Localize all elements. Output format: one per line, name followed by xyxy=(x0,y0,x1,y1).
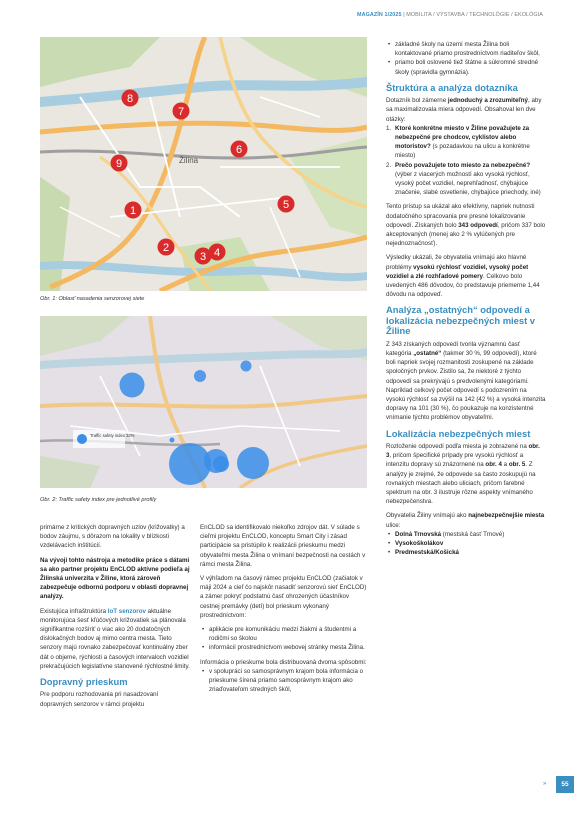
hotspot-marker-8[interactable] xyxy=(122,90,139,107)
safety-bubble-7 xyxy=(120,373,145,398)
list-item: • informácií prostredníctvom webovej stránky mesta Žilina. xyxy=(200,643,367,652)
figure-2-caption: Obr. 2: Traffic safety index pre jednotlivé profily xyxy=(40,497,157,503)
paragraph: Výsledky ukázali, že obyvatelia vnímajú ako hlavné problémy vysokú rýchlosť vozidiel, vysoký počet vozidiel a zlé rozhľadové pomery. Celkovo bolo uvedených 486 dôvodov, čo predstavuje priemerne 1,44 dôvodu na odpoveď. xyxy=(386,254,540,299)
paragraph: Dotazník bol zámerne jednoduchý a zrozumiteľný, aby sa maximalizovala miera odpovedí. Obsahoval len dve otázky: xyxy=(386,97,542,123)
paragraph: Pre podporu rozhodovania pri nasadzovaní dopravných senzorov v rámci projektu xyxy=(40,691,159,708)
svg-text:6: 6 xyxy=(235,144,243,156)
heading-localization: Lokalizácia nebezpečných miest xyxy=(386,427,531,439)
svg-text:5: 5 xyxy=(282,199,290,211)
text-column-3 xyxy=(386,40,546,557)
hotspot-marker-9[interactable] xyxy=(111,155,128,172)
list-item: • Predmestská/Košická xyxy=(386,548,546,557)
svg-text:3: 3 xyxy=(199,251,207,263)
list-item: • Dolná Trnovská (mestská časť Trnovė) xyxy=(386,530,546,539)
question-1: 1. Ktoré konkrétne miesto v Žiline považujete za nebezpečné pre chodcov, cyklistov alebo motoristov? (s pozadavkou na ulicu a konkrétne miesto) xyxy=(386,124,530,160)
heading-other-answers: Analýza „ostatných“ odpovedí a lokalizácia nebezpečných miest v Žiline xyxy=(386,304,536,337)
magazine-sections: | MOBILITA / VÝSTAVBA / TECHNOLÓGIE / EKOLÓGIA xyxy=(401,12,543,18)
paragraph: V výhľadom na časový rámec projektu EnCLOD (začiatok v máji 2024 a cieľ čo najskôr nasadiť senzorovú sieť EnCLOD) a zámer pokryť podstatnú časť ohrozených účastníkov cestnej premávky (detí) bol prieskum vykonaný prostredníctvom: xyxy=(200,575,367,619)
svg-text:2: 2 xyxy=(162,242,170,254)
hotspot-marker-2[interactable] xyxy=(158,239,175,256)
list-item: • v spolupráci so samosprávnym krajom bola informácia o prieskume šírená priamo samosprávnym krajom ako zriaďovateľom stredných škôl, xyxy=(200,667,367,695)
list-item: • základné školy na území mesta Žilina boli kontaktované priamo prostredníctvom riaditeľov škôl, xyxy=(386,40,546,58)
paragraph: Obyvatelia Žiliny vnímajú ako najnebezpečnejšie miesta ulice: xyxy=(386,512,545,529)
safety-bubble-5 xyxy=(194,370,206,382)
paragraph: Rozloženie odpovedí podľa miesta je zobrazené na obr. 3, pričom špecifické prípady pre vysokú rýchlosť a intenzitu dopravy sú znázornené na obr. 4 a obr. 5. Z analýzy je zrejmé, že odpovede sa často zoskupujú na rovnakých miestach alebo uliciach, pričom farebné spektrum na obr. 3 ilustruje rôzne aspekty vnímaného nebezpečenstva. xyxy=(386,442,540,506)
paragraph-iot: Existujúca infraštruktúra IoT senzorov aktuálne monitorujúca šesť kľúčových križovatiek sa plánovala signifikantne rozšíriť o viac ako 20 dodatočných dislokačných bodov aj mimo centra mesta. Tieto senzory majú rovnako zabezpečovať kontinuálny zber dát o objeme, rýchlosti a časových intervaloch vozidiel prekračujúcich legislatívne stanovené rýchlostné limity. xyxy=(40,607,190,670)
list-item: • Vysokoškolákov xyxy=(386,539,546,548)
paragraph: Informácia o prieskume bola distribuovaná dvoma spôsobmi: xyxy=(200,658,367,666)
hotspot-marker-4[interactable] xyxy=(209,244,226,261)
list-item: • priamo boli oslovené tiež štátne a súkromné stredné školy (spravidla gymnázia). xyxy=(386,58,546,76)
page-number: 55 xyxy=(556,776,574,793)
distribution-list xyxy=(200,667,367,695)
svg-text:9: 9 xyxy=(115,158,123,170)
svg-text:4: 4 xyxy=(213,247,221,259)
paragraph: Z 343 získaných odpovedí tvorila významnú časť kategória „ostatné“ (takmer 30 %, 99 odpovedí), ktoré boli napriek svojej rozmanitosti zoskupené na základe spoločných prvkov. Zistilo sa, že niektoré z týchto odpovedí sa prekrývajú s predvolenými kategóriami. Napríklad celkový počet odpovedí s podozrením na vysokú rýchlosť sa zvýšil na 142 (42 %) a vysoká intenzita dopravy na 101 (30 %), čo poukazuje na konzistentné vnímanie týchto problémov obyvateľmi. xyxy=(386,340,546,422)
safety-bubble-3 xyxy=(213,456,229,472)
paragraph: EnCLOD sa identifikovalo niekoľko zdrojov dát. V súlade s cieľmi projektu EnCLOD, konceptu Smart City i zásad participácie sa pristúpilo k realizácii prieskumu medzi obyvateľmi mesta Žilina o vnímaní bezpečnosti na cestách v rámci mesta Žilina. xyxy=(200,524,366,568)
hotspot-marker-7[interactable] xyxy=(173,103,190,120)
heading-questionnaire: Štruktúra a analýza dotazníka xyxy=(386,81,518,93)
next-page-arrow-icon: » xyxy=(543,781,547,787)
sensor-map-graphic xyxy=(40,37,367,291)
questions-list xyxy=(386,124,546,198)
svg-text:7: 7 xyxy=(177,106,185,118)
question-2: 2. Prečo považujete toto miesto za nebezpečné? (výber z viacerých možností ako vysoká rýchlosť, vysoký počet vozidiel, neprehľadnosť, chýbajúce značenie, slabé osvetlenie, chýbajúce priechody, iné) xyxy=(386,161,541,197)
heading-traffic-survey: Dopravný prieskum xyxy=(40,676,128,688)
paragraph: Tento prístup sa ukázal ako efektívny, napriek nutnosti dodatočného spracovania pre presné lokalizovanie odpovedí. Získaných bolo 343 odpovedí, pričom 337 bolo akceptovaných (menej ako 2 % vylúčených pre nejednoznačnosť). xyxy=(386,203,546,248)
safety-bubble-4 xyxy=(237,447,269,479)
safety-bubble-8 xyxy=(170,438,175,443)
sensor-network-map xyxy=(40,37,367,291)
hotspot-marker-6[interactable] xyxy=(231,141,248,158)
svg-text:1: 1 xyxy=(129,205,137,217)
safety-bubble-6 xyxy=(241,361,252,372)
magazine-header xyxy=(357,12,543,18)
list-item: • aplikácie pre komunikáciu medzi žiakmi a študentmi a rodičmi so školou xyxy=(200,625,367,643)
traffic-safety-index-map xyxy=(40,316,367,488)
hotspot-marker-1[interactable] xyxy=(125,202,142,219)
svg-text:8: 8 xyxy=(126,93,134,105)
figure-1-caption: Obr. 1: Oblasť nasadenia senzorovej siete xyxy=(40,296,145,302)
distribution-list-cont xyxy=(386,40,546,77)
safety-index-map-graphic xyxy=(40,316,367,488)
survey-channels-list xyxy=(200,625,367,653)
text-column-2 xyxy=(200,523,367,694)
dangerous-streets-list xyxy=(386,530,546,558)
city-label-zilina: Žilina xyxy=(179,156,199,165)
paragraph: primárne z kritických dopravných uzlov (križovatky) a bodov záujmu, s dôrazom na lokality v blízkosti vzdelávacích inštitúcií. xyxy=(40,524,185,550)
paragraph-partner: Na vývoji tohto nástroja a metodike práce s dátami sa ako partner projektu EnCLOD aktívne podieľa aj Žilinská univerzita v Žiline, ktorá zároveň zabezpečuje odbornú podporu v oblasti dopravnej analýzy. xyxy=(40,556,190,601)
magazine-issue: MAGAZÍN 1/2025 xyxy=(357,12,402,18)
hotspot-marker-5[interactable] xyxy=(278,196,295,213)
legend-label: Traffic safety index 33% xyxy=(90,433,135,438)
text-column-1 xyxy=(40,523,192,714)
